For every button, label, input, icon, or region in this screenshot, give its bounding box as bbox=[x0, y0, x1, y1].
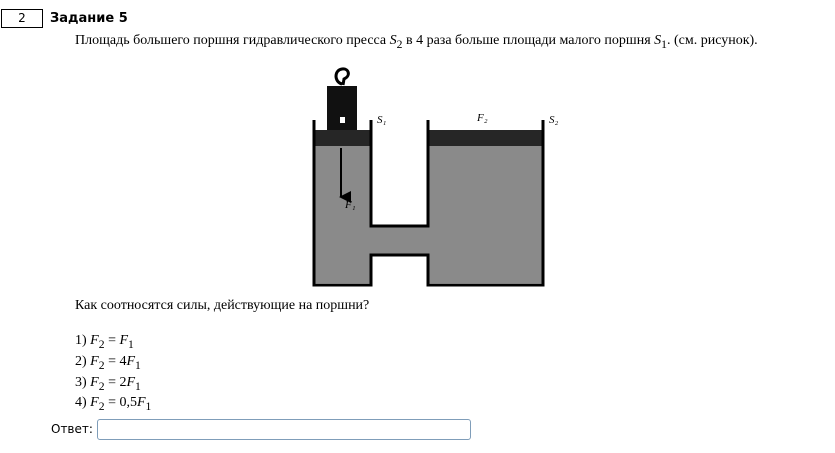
question-middle: в 4 раза больше площади малого поршня bbox=[402, 33, 655, 48]
symbol-s2-sub: 2 bbox=[396, 37, 403, 51]
options-list bbox=[75, 332, 151, 415]
option-3: 3) $F_2 = 2F_1$ bbox=[75, 374, 141, 393]
small-piston bbox=[314, 130, 371, 146]
question-prefix: Площадь большего поршня гидравлического пресса bbox=[75, 33, 390, 48]
answer-input[interactable] bbox=[97, 419, 471, 440]
symbol-s2: S bbox=[389, 33, 397, 48]
task-title: Задание 5 bbox=[50, 11, 128, 26]
option-4: 4) $F_2 = 0,5F_1$ bbox=[75, 395, 152, 414]
label-s1: S₁ bbox=[377, 114, 387, 126]
task-number: 2 bbox=[1, 9, 43, 28]
sub-question: Как соотносятся силы, действующие на поршни? bbox=[75, 298, 370, 313]
question-text bbox=[75, 33, 815, 51]
answer-label: Ответ: bbox=[51, 422, 93, 436]
hydraulic-press-figure bbox=[298, 60, 578, 288]
large-piston bbox=[428, 130, 543, 146]
label-s2: S₂ bbox=[549, 114, 559, 126]
label-f2: F₂ bbox=[477, 112, 488, 124]
weight-icon bbox=[327, 69, 357, 130]
option-2: 2) $F_2 = 4F_1$ bbox=[75, 353, 141, 372]
option-1: 1) $F_2 = F_1$ bbox=[75, 333, 134, 351]
label-f1: F₁ bbox=[345, 199, 356, 211]
question-suffix: . (см. рисунок). bbox=[666, 33, 758, 48]
symbol-s1-sub: 1 bbox=[661, 37, 667, 51]
symbol-s1: S bbox=[654, 33, 662, 48]
